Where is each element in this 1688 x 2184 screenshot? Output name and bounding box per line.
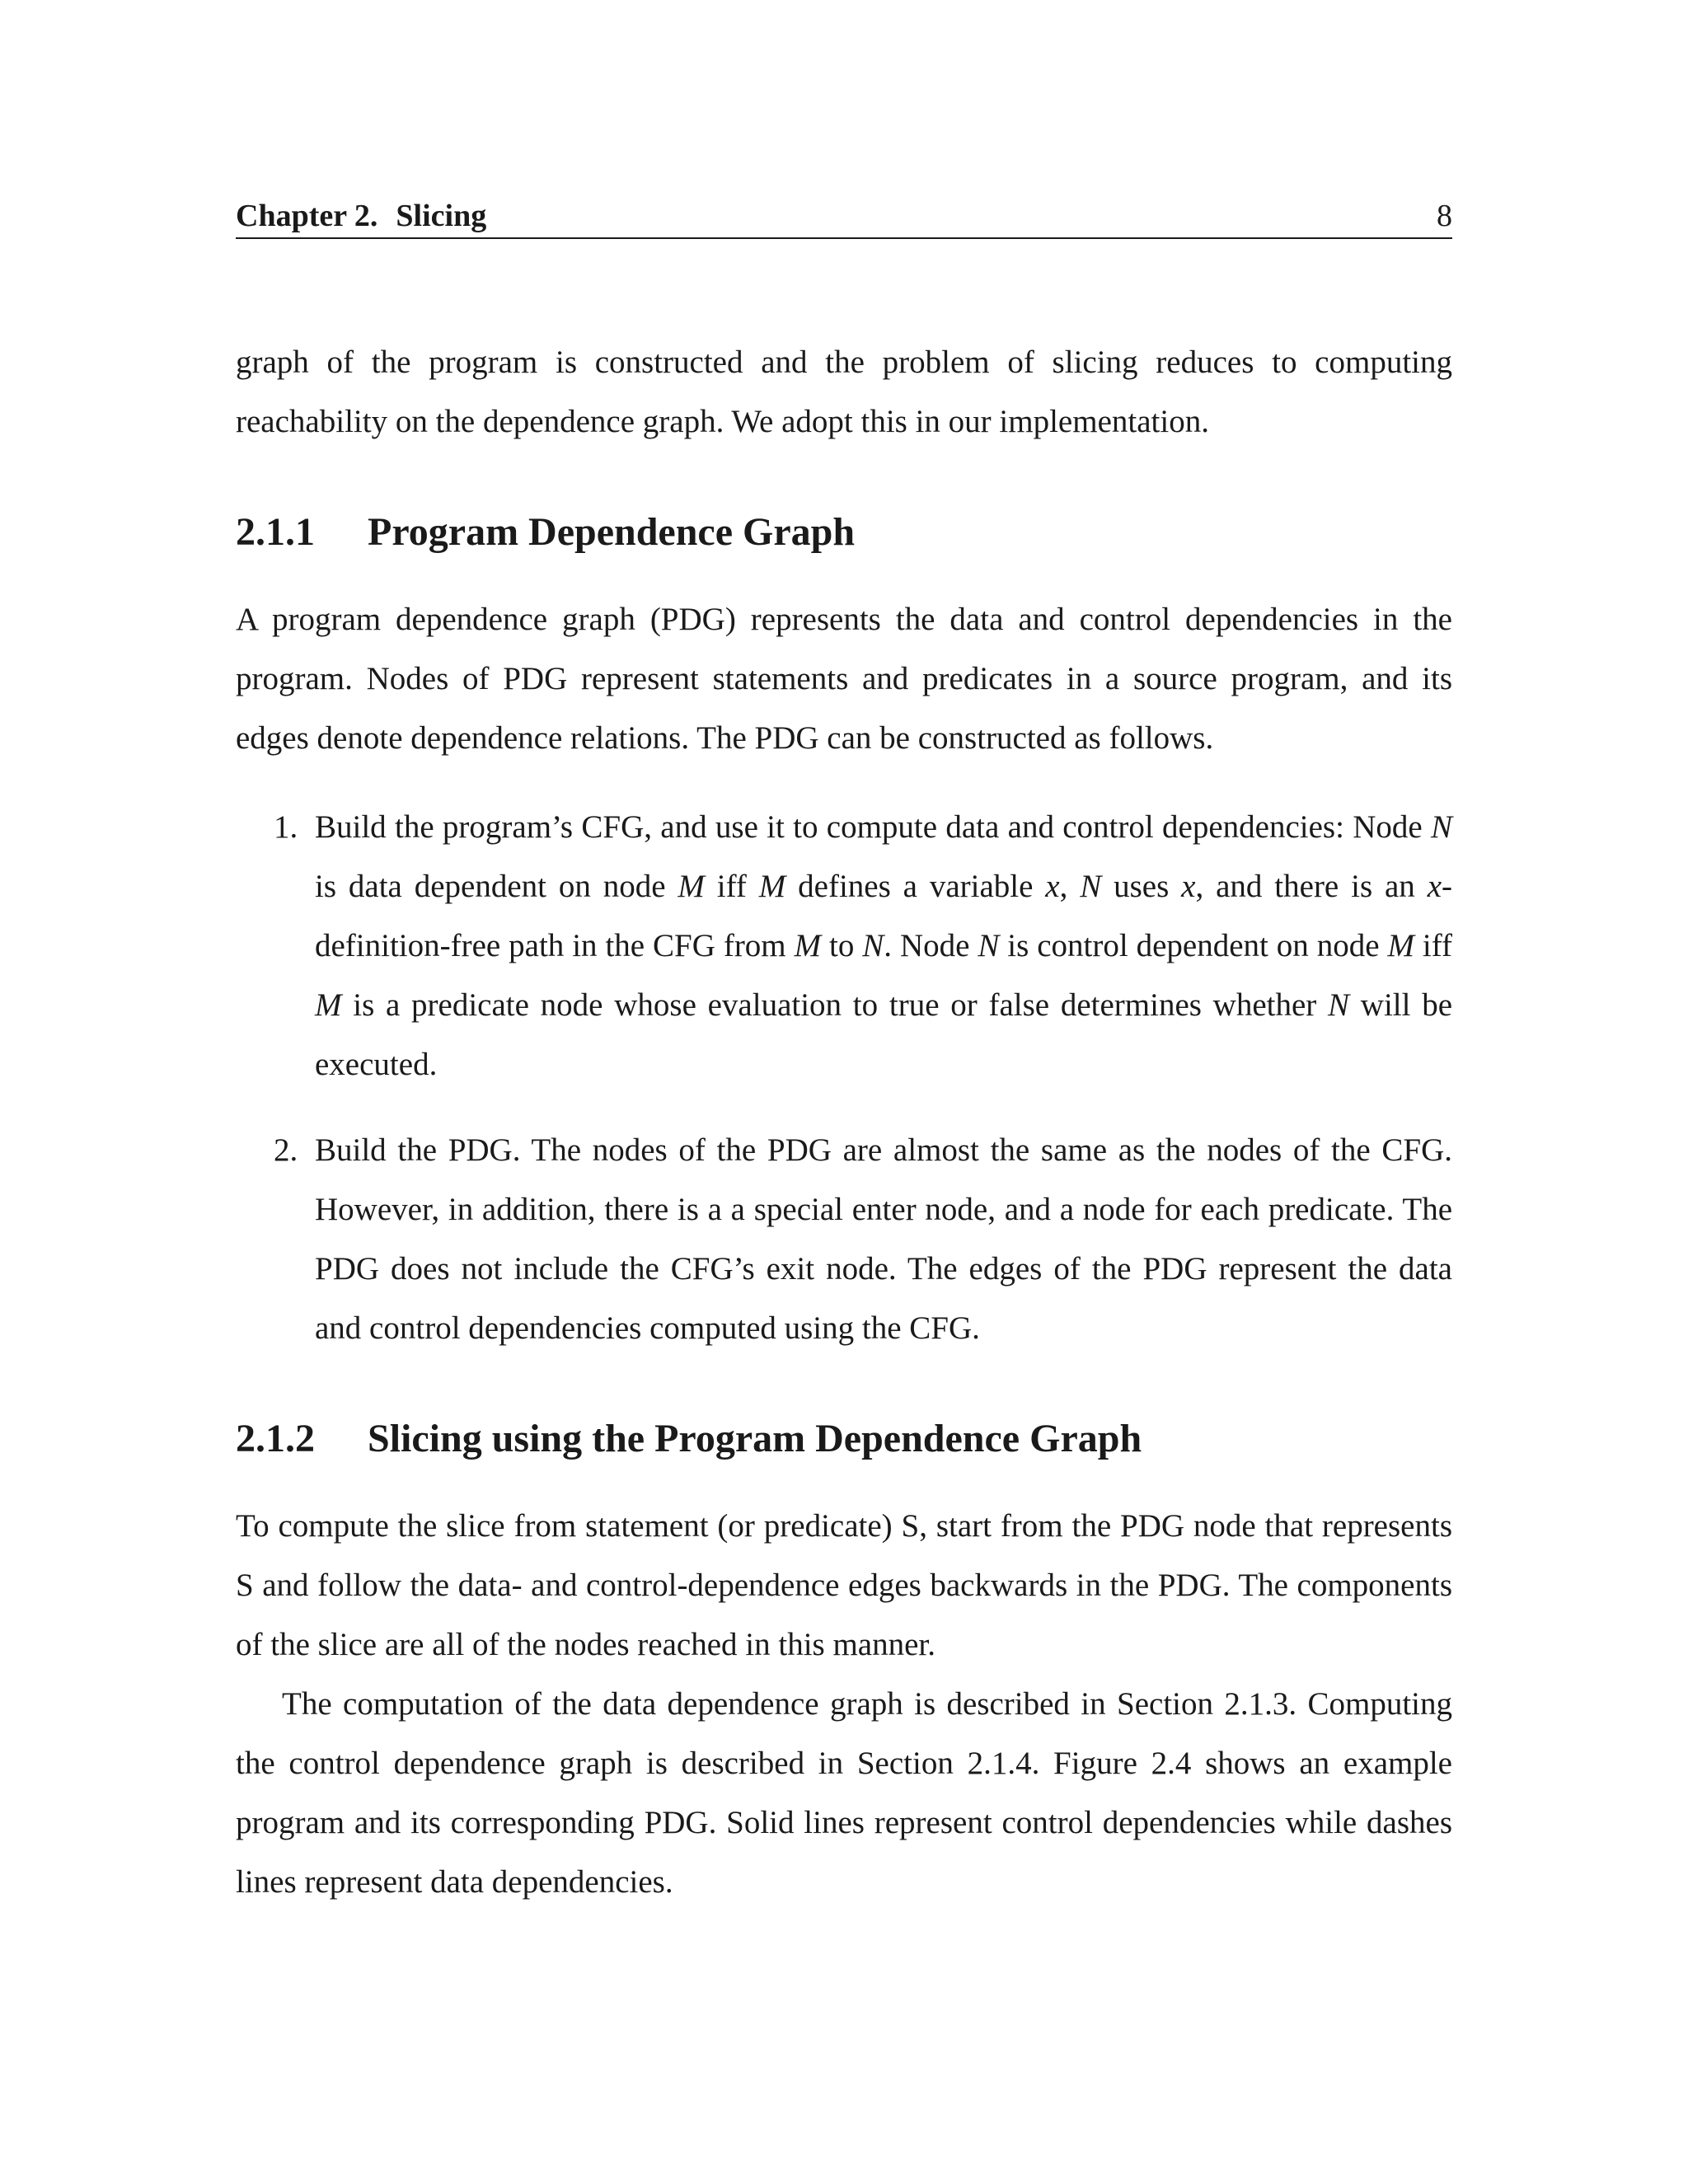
section-2-1-1-paragraph-block <box>236 590 1452 768</box>
section-paragraph-2: The computation of the data dependence graph is described in Section 2.1.3. Computing the control dependence graph is described in Section 2.1.4. Figure 2.4 shows an example program and its corresponding PDG. Solid lines represent control dependencies while dashes lines represent data dependencies. <box>236 1686 1452 1900</box>
intro-paragraph-block <box>236 333 1452 452</box>
list-item-text: Build the program’s CFG, and use it to compute data and control dependencies: Node N is data dependent on node M iff M defines a variable x, N uses x, and there is an x-definition-free path in the CFG from M to N. Node N is control dependent on node M iff M is a predicate node whose evaluation to true or false determines whether N will be executed. <box>315 809 1453 1082</box>
section-heading-2-1-2 <box>236 1414 1452 1464</box>
list-item <box>236 1121 1452 1358</box>
list-marker: 2. <box>274 1132 298 1168</box>
construction-steps-list <box>236 798 1452 1358</box>
list-item-text: Build the PDG. The nodes of the PDG are almost the same as the nodes of the CFG. However, in addition, there is a a special enter node, and a node for each predicate. The PDG does not include the CFG’s exit node. The edges of the PDG represent the data and control dependencies computed using the CFG. <box>315 1132 1452 1346</box>
page-number: 8 <box>1437 199 1452 233</box>
section-heading-2-1-1 <box>236 508 1452 557</box>
section-number: 2.1.2 <box>236 1417 315 1460</box>
section-2-1-2-paragraphs <box>236 1497 1452 1912</box>
section-number: 2.1.1 <box>236 510 315 554</box>
chapter-label: Chapter 2. <box>236 199 378 233</box>
section-title: Slicing using the Program Dependence Graph <box>368 1417 1142 1460</box>
chapter-title: Slicing <box>396 199 487 233</box>
intro-paragraph: graph of the program is constructed and the problem of slicing reduces to computing reachability on the dependence graph. We adopt this in our implementation. <box>236 344 1452 439</box>
section-title: Program Dependence Graph <box>368 510 856 554</box>
chapter-heading <box>236 198 486 234</box>
section-paragraph-1: To compute the slice from statement (or predicate) S, start from the PDG node that represents S and follow the data- and control-dependence edges backwards in the PDG. The components of the slice are all of the nodes reached in this manner. <box>236 1508 1452 1662</box>
running-head <box>236 196 1452 239</box>
list-item <box>236 798 1452 1094</box>
section-paragraph: A program dependence graph (PDG) represents the data and control dependencies in the program. Nodes of PDG represent statements and predicates in a source program, and its edges denote dependence relations. The PDG can be constructed as follows. <box>236 602 1452 756</box>
list-marker: 1. <box>274 809 298 845</box>
